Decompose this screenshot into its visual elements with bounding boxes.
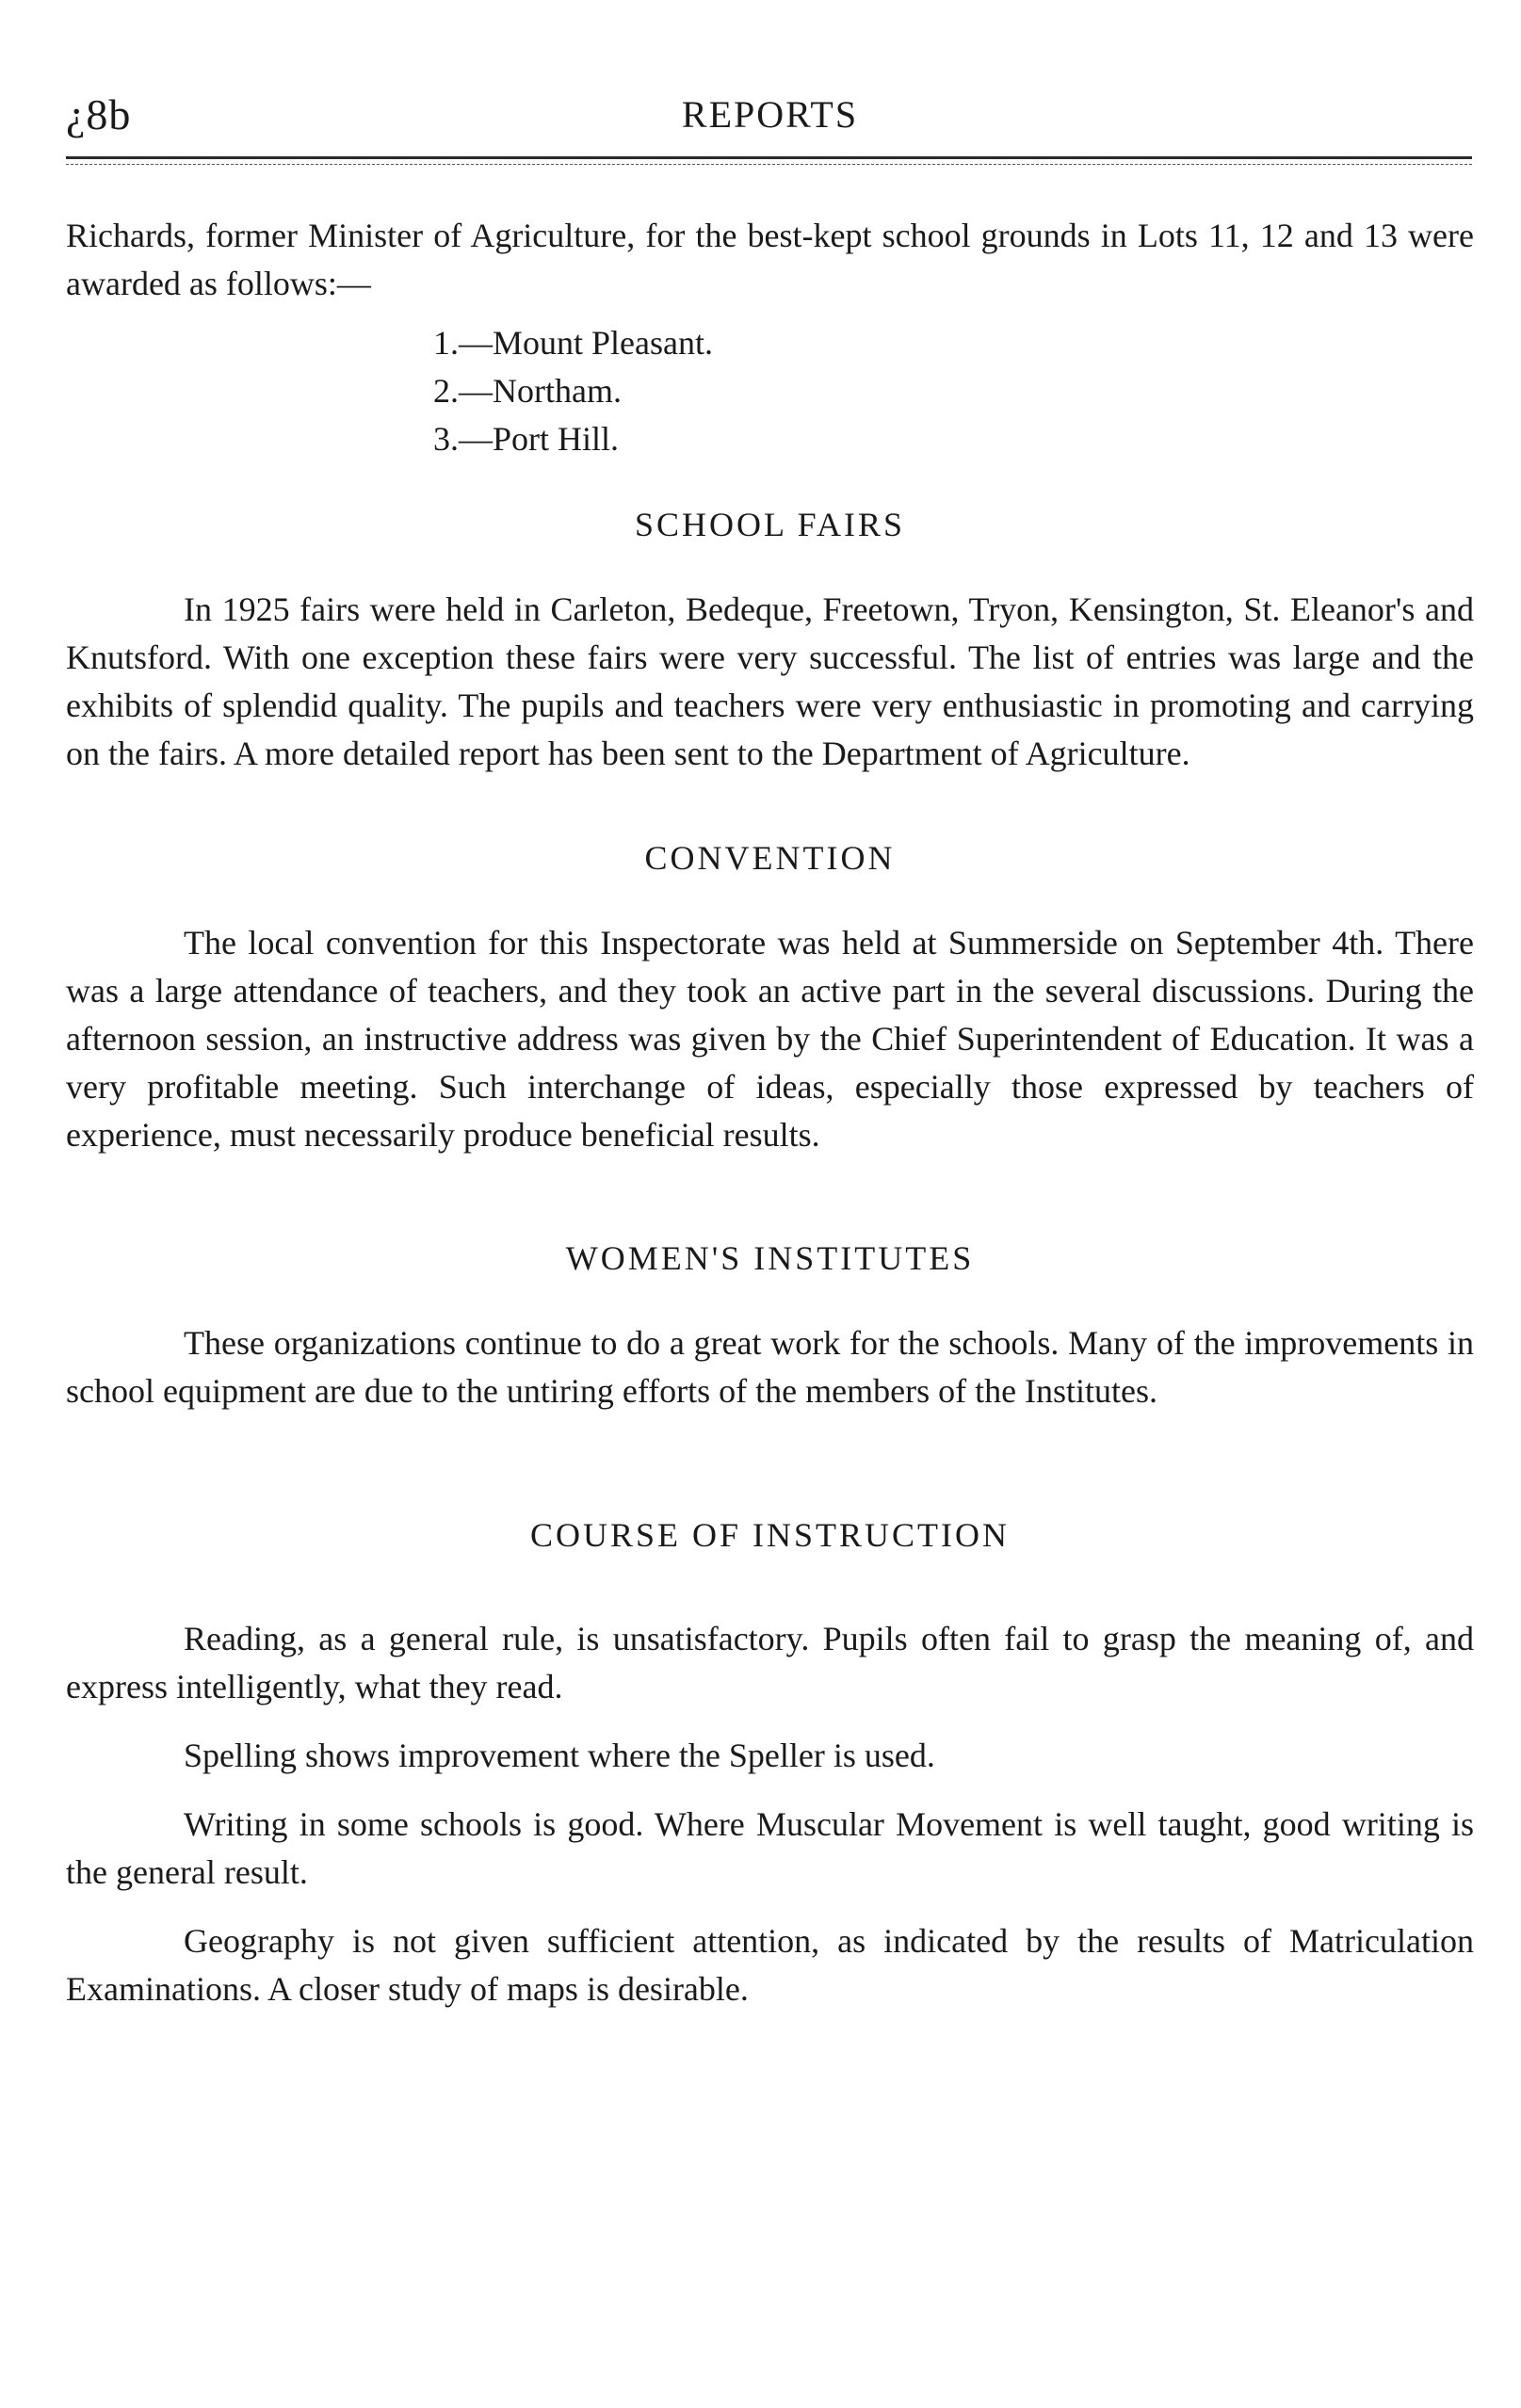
writing-paragraph: Writing in some schools is good. Where Muscular Movement is well taught, good writing is the general result. (66, 1805, 1474, 1891)
section-heading-womens-institutes: WOMEN'S INSTITUTES (565, 1239, 975, 1277)
award-item: 2.—Northam. (433, 372, 622, 410)
school-fairs-paragraph: In 1925 fairs were held in Carleton, Bedeque, Freetown, Tryon, Kensington, St. Eleanor's and Knutsford. With one exception these fairs were very successful. The list of entries was large and the exhibits of splendid quality. The pupils and teachers were very enthusiastic in promoting and carrying on the fairs. A more detailed report has been sent to the Department of Agriculture. (66, 590, 1474, 772)
reading-paragraph: Reading, as a general rule, is unsatisfactory. Pupils often fail to grasp the meaning of, and express intelligently, what they read. (66, 1620, 1474, 1705)
award-item: 1.—Mount Pleasant. (433, 324, 713, 362)
awards-list (66, 319, 1474, 463)
section-heading-convention: CONVENTION (644, 839, 896, 877)
running-title: REPORTS (681, 93, 859, 136)
header-rule-secondary (66, 164, 1472, 165)
intro-paragraph: Richards, former Minister of Agriculture, for the best-kept school grounds in Lots 11, 12 and 13 were awarded as follows:— (66, 217, 1474, 302)
page-body (66, 212, 1474, 2013)
header-rule (66, 156, 1472, 159)
page-header (66, 87, 1474, 153)
award-item: 3.—Port Hill. (433, 420, 620, 458)
spelling-paragraph: Spelling shows improvement where the Speller is used. (184, 1737, 935, 1774)
convention-paragraph: The local convention for this Inspectorate was held at Summerside on September 4th. There was a large attendance of teachers, and they took an active part in the several discussions. During the afternoon session, an instructive address was given by the Chief Superintendent of Education. It was a very profitable meeting. Such interchange of ideas, especially those expressed by teachers of experience, must necessarily produce beneficial results. (66, 924, 1474, 1154)
womens-institutes-paragraph: These organizations continue to do a great work for the schools. Many of the improvements in school equipment are due to the untiring efforts of the members of the Institutes. (66, 1324, 1474, 1410)
page-number: ¿8b (66, 90, 132, 138)
section-heading-course-of-instruction: COURSE OF INSTRUCTION (529, 1516, 1011, 1554)
section-heading-school-fairs: SCHOOL FAIRS (634, 506, 906, 543)
geography-paragraph: Geography is not given sufficient attention, as indicated by the results of Matriculation Examinations. A closer study of maps is desirable. (66, 1922, 1474, 2008)
